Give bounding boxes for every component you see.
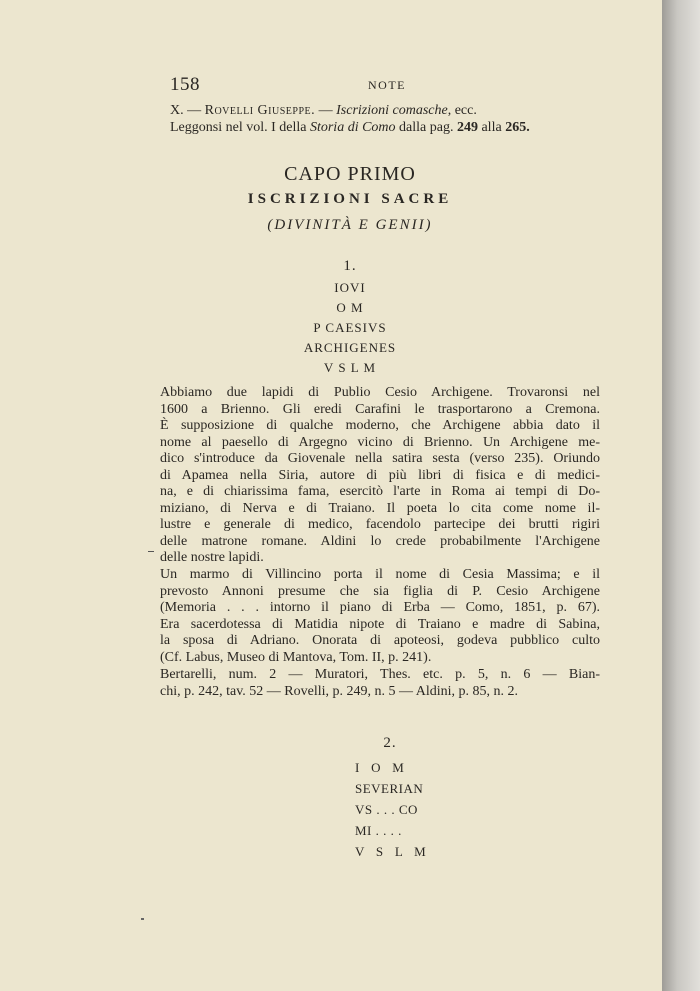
text-line: Abbiamo due lapidi di Publio Cesio Archigene. Trovaronsi nel <box>160 385 600 400</box>
text-line: chi, p. 242, tav. 52 — Rovelli, p. 249, n. 5 — Aldini, p. 85, n. 2. <box>160 683 519 699</box>
text-line: prevosto Annoni presume che sia figlia di P. Cesio Archigene <box>160 583 600 599</box>
inscription-2-line: SEVERIAN <box>355 781 424 796</box>
inscription-2-number: 2. <box>383 735 397 751</box>
section-subtitle: (DIVINITÀ E GENII) <box>267 217 433 233</box>
intro-line-1: X. — Rovelli Giuseppe. — Iscrizioni comasche, ecc. <box>170 103 477 118</box>
author-name: Rovelli Giuseppe. <box>204 103 316 118</box>
text-line: la sposa di Adriano. Onorata di apoteosi, godeva pubblico culto <box>160 633 600 648</box>
inscription-2-line: VS . . . CO <box>355 802 418 817</box>
inscription-1-line: ARCHIGENES <box>303 340 397 355</box>
chapter-title: CAPO PRIMO <box>284 163 416 185</box>
inscription-2-line: MI . . . . <box>355 823 402 838</box>
text-line: lustre e generale di medico, facendolo partecipe dei brutti rigiri <box>160 517 600 532</box>
text-line: 1600 a Brienno. Gli eredi Carafini le trasportarono a Cremona. <box>160 401 600 417</box>
text-line: Un marmo di Villincino porta il nome di Cesia Massima; e il <box>160 567 600 582</box>
intro-line-2: Leggonsi nel vol. I della Storia di Como dalla pag. 249 alla 265. <box>170 120 530 135</box>
running-head: NOTE <box>368 78 406 92</box>
commentary-paragraph-2 <box>160 567 600 666</box>
text-line: na, e di chiarissima fama, esercitò l'arte in Roma ai tempi di Do- <box>160 484 600 499</box>
page-gutter <box>662 0 700 991</box>
inscription-1-number: 1. <box>343 258 357 274</box>
text-line: nome al paesello di Argegno vicino di Brienno. Un Archigene me- <box>160 434 600 450</box>
text-line: (Memoria . . . intorno il piano di Erba — Como, 1851, p. 67). <box>160 600 600 615</box>
text-line: È supposizione di qualche moderno, che Archigene abbia dato il <box>160 418 600 433</box>
inscription-1-line: O M <box>336 300 364 315</box>
margin-mark <box>148 551 154 552</box>
text-line: Bertarelli, num. 2 — Muratori, Thes. etc. p. 5, n. 6 — Bian- <box>160 667 600 682</box>
inscription-1-line: IOVI <box>334 280 366 295</box>
text-line: Era sacerdotessa di Matidia nipote di Traiano e madre di Sabina, <box>160 616 600 632</box>
text-line: delle matrone romane. Aldini lo crede probabilmente l'Archigene <box>160 533 600 549</box>
commentary-paragraph-1 <box>160 385 600 567</box>
inscription-1-line: V S L M <box>323 360 377 375</box>
work-title: Iscrizioni comasche <box>336 103 448 118</box>
inscription-2-line: V S L M <box>355 844 427 859</box>
page-number: 158 <box>170 74 200 95</box>
text-line: miziano, di Nerva e di Traiano. Il poeta lo cita come nome il- <box>160 500 600 516</box>
inscription-1-line: P CAESIVS <box>313 320 387 335</box>
text-line: di Apamea nella Siria, autore di più libri di fisica e di medici- <box>160 467 600 483</box>
page-header <box>170 74 596 96</box>
section-title: ISCRIZIONI SACRE <box>247 191 453 207</box>
margin-speck <box>141 918 144 920</box>
inscription-2-line: I O M <box>355 760 405 775</box>
text-line: (Cf. Labus, Museo di Mantova, Tom. II, p. 241). <box>160 649 432 665</box>
text-line: delle nostre lapidi. <box>160 550 264 565</box>
text-line: dico s'introduce da Giovenale nella satira sesta (verso 235). Oriundo <box>160 451 600 466</box>
commentary-paragraph-3 <box>160 667 600 700</box>
